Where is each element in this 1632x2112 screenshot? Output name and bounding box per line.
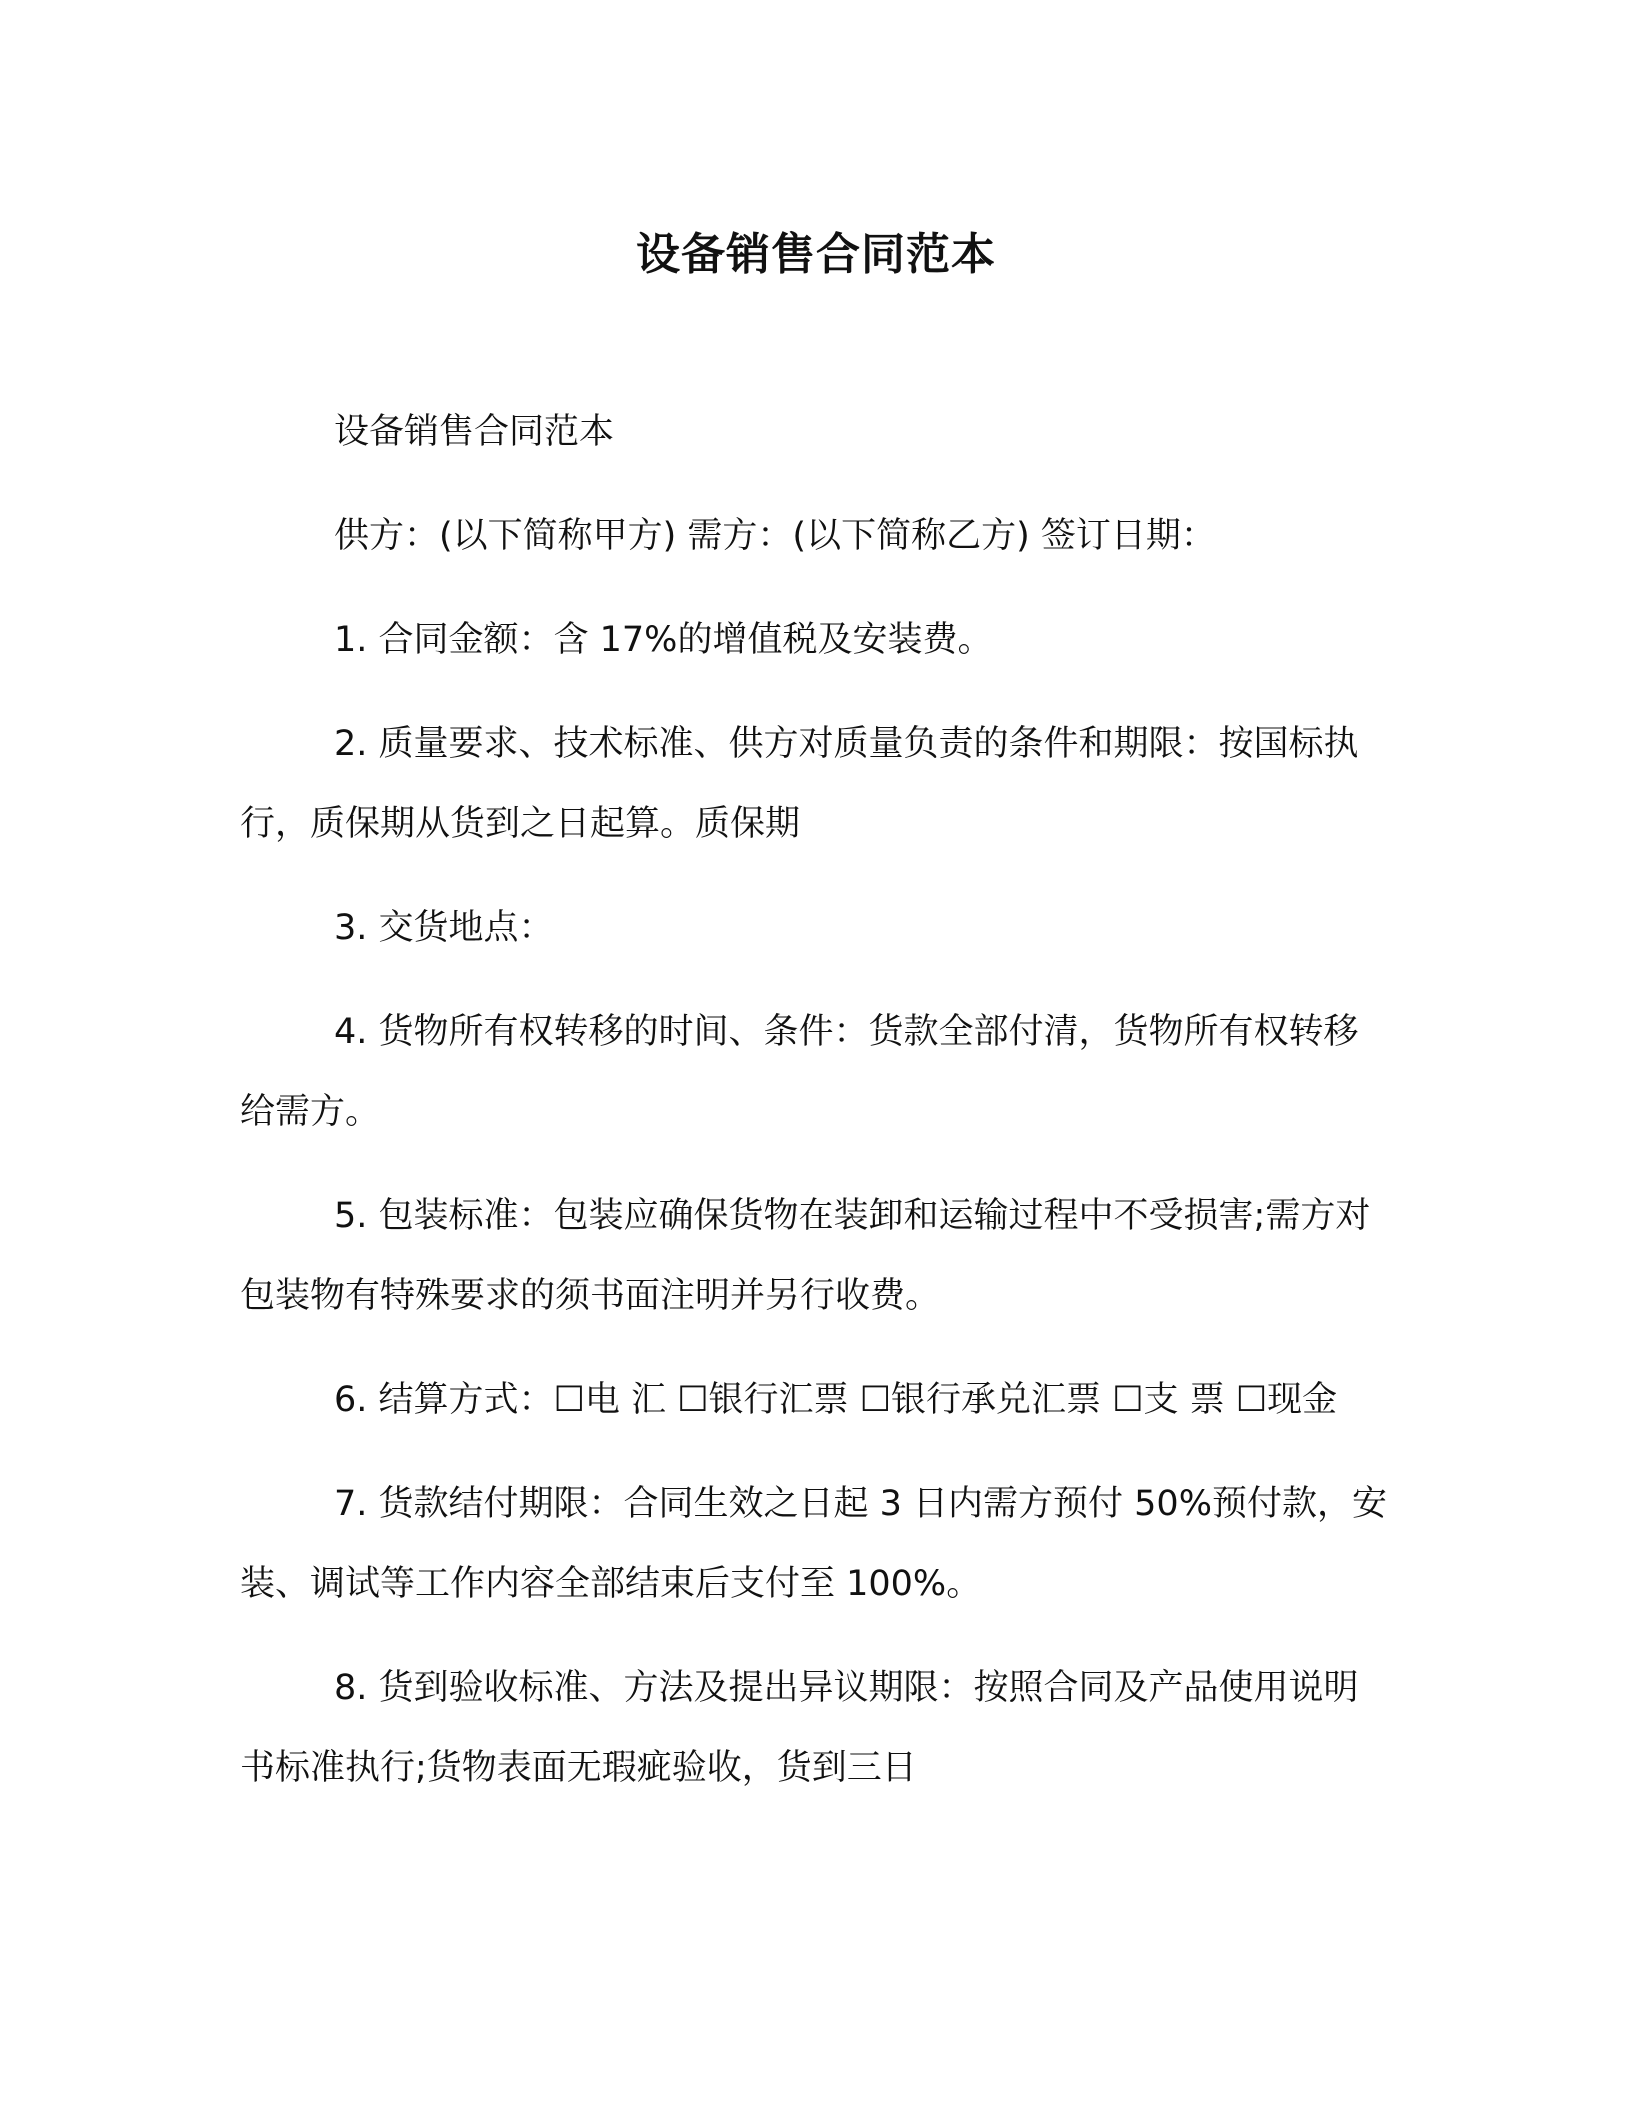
paragraph-parties: 供方：(以下简称甲方) 需方：(以下简称乙方) 签订日期： <box>334 516 1216 556</box>
contract-body <box>240 392 1392 1832</box>
clause-5-packaging: 5. 包装标准：包装应确保货物在装卸和运输过程中不受损害;需方对包装物有特殊要求的须书面注明并另行收费。 <box>240 1196 1371 1316</box>
clause-8-acceptance: 8. 货到验收标准、方法及提出异议期限：按照合同及产品使用说明书标准执行;货物表面无瑕疵验收，货到三日 <box>240 1668 1359 1788</box>
page-title: 设备销售合同范本 <box>636 229 996 280</box>
document-page <box>240 0 1392 2112</box>
clause-6-settlement: 6. 结算方式：☐电 汇 ☐银行汇票 ☐银行承兑汇票 ☐支 票 ☐现金 <box>334 1380 1338 1420</box>
clause-2-quality: 2. 质量要求、技术标准、供方对质量负责的条件和期限：按国标执行，质保期从货到之日起算。质保期 <box>240 724 1359 844</box>
clause-1-amount: 1. 合同金额：含 17%的增值税及安装费。 <box>334 620 993 660</box>
clause-4-ownership-transfer: 4. 货物所有权转移的时间、条件：货款全部付清，货物所有权转移给需方。 <box>240 1012 1359 1132</box>
paragraph-heading: 设备销售合同范本 <box>334 412 615 452</box>
clause-7-payment-term: 7. 货款结付期限：合同生效之日起 3 日内需方预付 50%预付款，安装、调试等工作内容全部结束后支付至 100%。 <box>240 1484 1387 1604</box>
clause-3-delivery-location: 3. 交货地点： <box>334 908 554 948</box>
